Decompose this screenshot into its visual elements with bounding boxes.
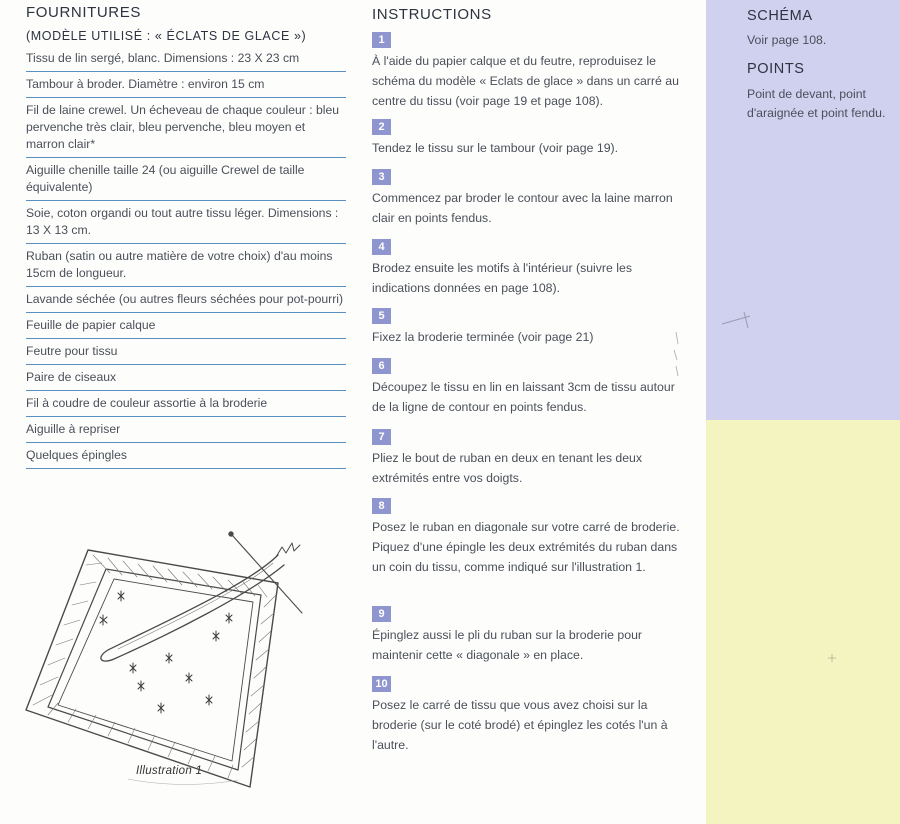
- supply-item: Feuille de papier calque: [26, 313, 346, 339]
- step-number-badge: 9: [372, 606, 391, 622]
- schema-title: SCHÉMA: [747, 8, 813, 24]
- pencil-mark: [668, 330, 684, 380]
- step-number-badge: 6: [372, 358, 391, 374]
- step-number-badge: 2: [372, 119, 391, 135]
- points-title: POINTS: [747, 61, 805, 77]
- schema-text: Voir page 108.: [747, 33, 827, 47]
- step-text: Posez le ruban en diagonale sur votre carré de broderie. Piquez d'une épingle les deux extrémités du ruban dans un coin du tissu, comme indiqué sur l'illustration 1.: [372, 520, 680, 574]
- step-text: À l'aide du papier calque et du feutre, reproduisez le schéma du modèle « Eclats de glace » dans un carré au centre du tissu (voir page 19 et page 108).: [372, 54, 679, 108]
- step-2: [372, 117, 690, 158]
- supply-item: Tambour à broder. Diamètre : environ 15 cm: [26, 72, 346, 98]
- step-text: Tendez le tissu sur le tambour (voir page 19).: [372, 141, 619, 155]
- step-text: Découpez le tissu en lin en laissant 3cm de tissu autour de la ligne de contour en points fendus.: [372, 380, 675, 414]
- step-number-badge: 5: [372, 308, 391, 324]
- supply-item: Fil de laine crewel. Un écheveau de chaque couleur : bleu pervenche très clair, bleu pervenche, bleu moyen et marron clair*: [26, 98, 346, 158]
- supply-item: Ruban (satin ou autre matière de votre choix) d'au moins 15cm de longueur.: [26, 244, 346, 287]
- step-7: [372, 427, 690, 488]
- supplies-section: [26, 4, 346, 469]
- supply-item: Tissu de lin sergé, blanc. Dimensions : 23 X 23 cm: [26, 46, 346, 72]
- supply-item: Paire de ciseaux: [26, 365, 346, 391]
- step-text: Pliez le bout de ruban en deux en tenant les deux extrémités entre vos doigts.: [372, 451, 643, 485]
- step-1: [372, 30, 690, 111]
- illustration-sketch: [18, 525, 318, 795]
- step-number-badge: 4: [372, 239, 391, 255]
- step-text: Épinglez aussi le pli du ruban sur la broderie pour maintenir cette « diagonale » en place.: [372, 628, 643, 662]
- supply-item: Soie, coton organdi ou tout autre tissu léger. Dimensions : 13 X 13 cm.: [26, 201, 346, 244]
- supply-item: Lavande séchée (ou autres fleurs séchées pour pot-pourri): [26, 287, 346, 313]
- supply-item: Feutre pour tissu: [26, 339, 346, 365]
- step-text: Posez le carré de tissu que vous avez choisi sur la broderie (sur le coté brodé) et épinglez les cotés l'un à l'autre.: [372, 698, 668, 752]
- step-text: Commencez par broder le contour avec la laine marron clair en points fendus.: [372, 191, 673, 225]
- pencil-mark: [720, 306, 760, 332]
- ribbon: [101, 555, 284, 661]
- step-8: [372, 496, 690, 577]
- step-number-badge: 1: [372, 32, 391, 48]
- step-4: [372, 237, 690, 298]
- step-text: Brodez ensuite les motifs à l'intérieur (suivre les indications données en page 108).: [372, 261, 633, 295]
- instructions-title: INSTRUCTIONS: [372, 6, 492, 23]
- embroidery-border: [48, 569, 261, 770]
- points-text: Point de devant, point d'araignée et point fendu.: [747, 87, 886, 120]
- supplies-title: FOURNITURES: [26, 4, 141, 21]
- supply-item: Fil à coudre de couleur assortie à la broderie: [26, 391, 346, 417]
- supplies-list: [26, 46, 346, 469]
- illustration-caption: Illustration 1: [136, 765, 203, 777]
- step-number-badge: 10: [372, 676, 391, 692]
- supply-item: Aiguille chenille taille 24 (ou aiguille Crewel de taille équivalente): [26, 158, 346, 201]
- instructions-section: [372, 6, 690, 752]
- step-number-badge: 7: [372, 429, 391, 445]
- step-9: [372, 604, 690, 665]
- step-text: Fixez la broderie terminée (voir page 21): [372, 330, 594, 344]
- step-3: [372, 167, 690, 228]
- step-number-badge: 8: [372, 498, 391, 514]
- step-5: [372, 306, 690, 347]
- supply-item: Aiguille à repriser: [26, 417, 346, 443]
- model-subtitle: (MODÈLE UTILISÉ : « ÉCLATS DE GLACE »): [26, 29, 307, 43]
- pin: [232, 535, 302, 613]
- supply-item: Quelques épingles: [26, 443, 346, 469]
- sidebar-yellow-panel: [706, 420, 900, 824]
- pencil-mark: [826, 652, 838, 664]
- step-6: [372, 356, 690, 417]
- step-number-badge: 3: [372, 169, 391, 185]
- step-10: [372, 674, 690, 755]
